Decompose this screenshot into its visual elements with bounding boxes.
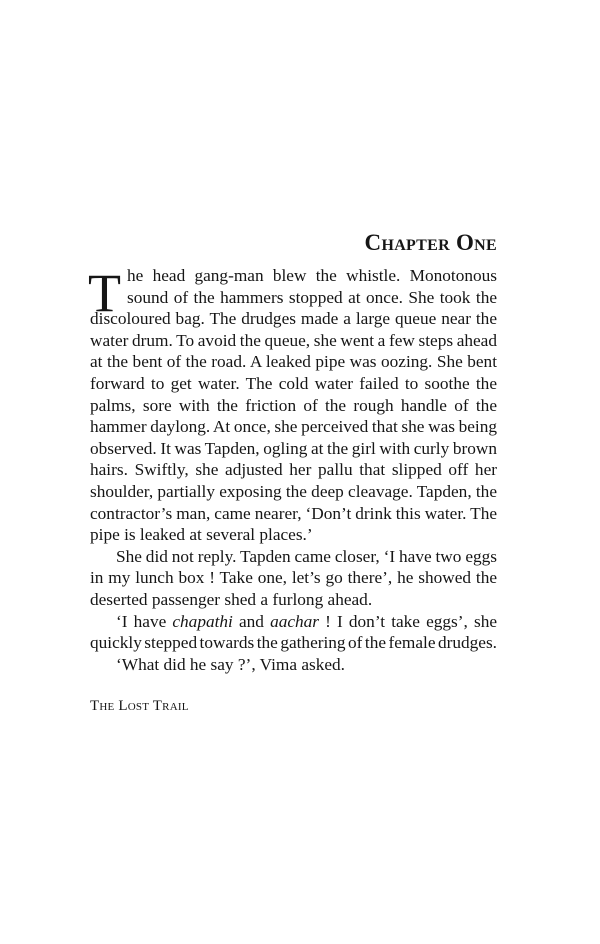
text-line: discoloured bag. The drudges made a large queue near the	[90, 309, 497, 329]
book-title-footer: The Lost Trail	[90, 698, 189, 714]
italic-word: chapathi	[172, 611, 233, 631]
text-line: contractor’s man, came nearer, ‘Don’t drink this water. The	[90, 503, 497, 523]
chapter-body	[90, 265, 497, 675]
text-line: hairs. Swiftly, she adjusted her pallu that slipped off her	[90, 460, 497, 480]
text-line: sound of the hammers stopped at once. She took the	[127, 287, 497, 307]
text-segment: ! I don’t take eggs’, she	[319, 611, 497, 631]
text-line: in my lunch box ! Take one, let’s go there’, he showed the	[90, 568, 497, 588]
text-line: quickly stepped towards the gathering of the female drudges.	[90, 633, 497, 653]
text-segment: and	[232, 611, 271, 631]
text-line: She did not reply. Tapden came closer, ‘I have two eggs	[116, 546, 497, 566]
text-line	[116, 611, 497, 633]
text-line: forward to get water. The cold water failed to soothe the	[90, 373, 497, 393]
text-line: observed. It was Tapden, ogling at the girl with curly brown	[90, 438, 497, 458]
drop-cap: T	[88, 263, 121, 323]
text-line: shoulder, partially exposing the deep cleavage. Tapden, the	[90, 481, 497, 501]
text-line: he head gang-man blew the whistle. Monotonous	[127, 266, 497, 285]
text-line: at the bent of the road. A leaked pipe was oozing. She bent	[90, 352, 497, 372]
text-segment: ‘I have	[116, 611, 173, 631]
text-line: water drum. To avoid the queue, she went a few steps ahead	[90, 330, 497, 350]
italic-word: aachar	[270, 611, 320, 631]
text-line: deserted passenger shed a furlong ahead.	[90, 589, 373, 609]
chapter-title: Chapter One	[364, 230, 497, 255]
text-line: hammer daylong. At once, she perceived that she was being	[90, 417, 497, 437]
text-line: ‘What did he say ?’, Vima asked.	[116, 654, 345, 674]
text-line: palms, sore with the friction of the rough handle of the	[90, 395, 497, 415]
text-line: pipe is leaked at several places.’	[90, 525, 313, 545]
